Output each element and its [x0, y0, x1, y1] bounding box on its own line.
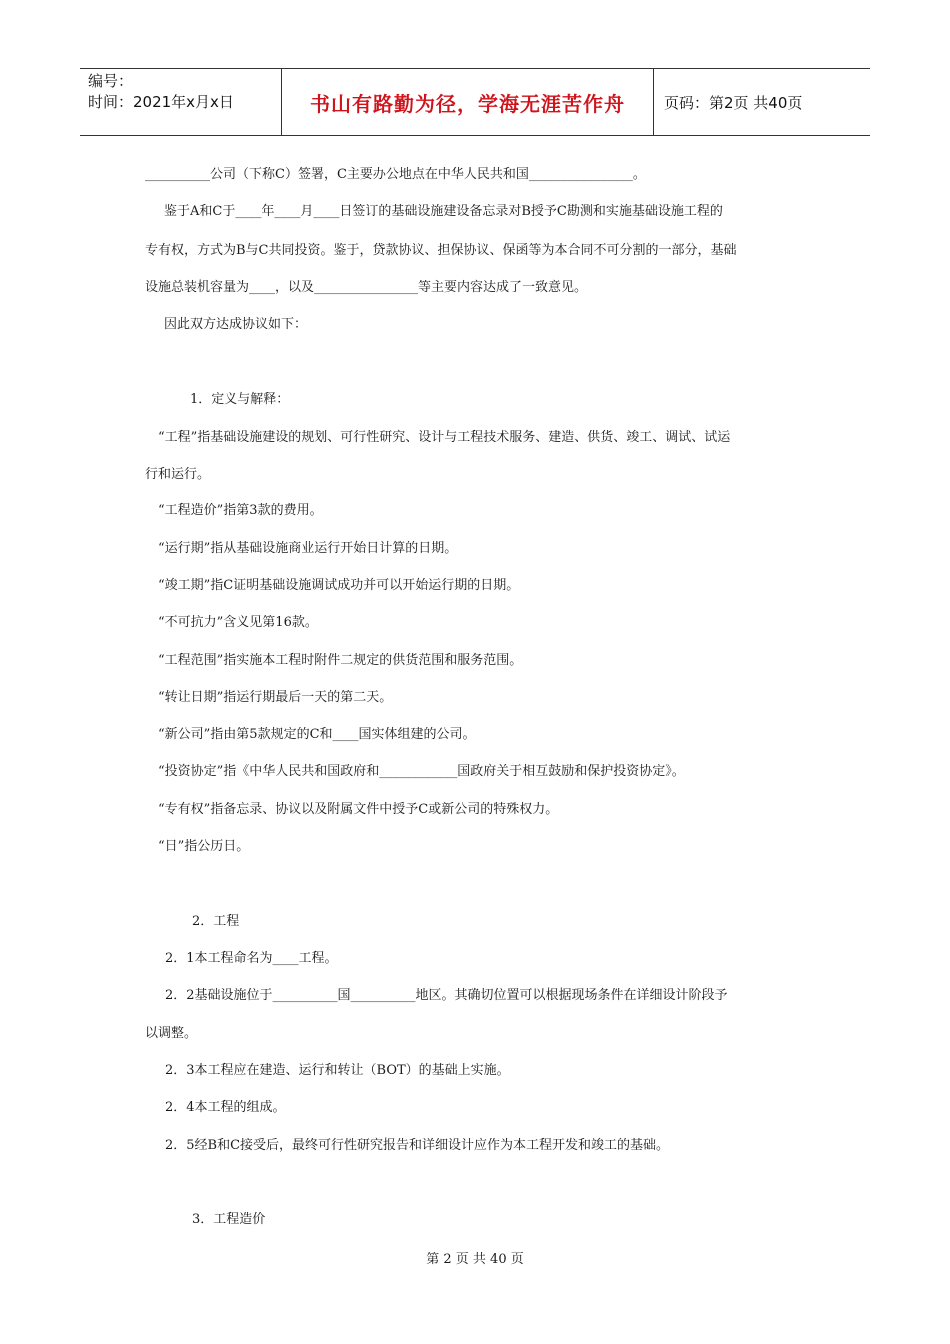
header-page-label: 页码：第2页 共40页 [664, 93, 803, 112]
definition-line: “竣工期”指C证明基础设施调试成功并可以开始运行期的日期。 [158, 578, 520, 593]
definition-line: “转让日期”指运行期最后一天的第二天。 [158, 690, 393, 705]
header-meta [80, 69, 282, 135]
body-line: 设施总装机容量为____，以及________________等主要内容达成了一致意见。 [145, 280, 588, 295]
clause-line: 2．4本工程的组成。 [165, 1100, 286, 1115]
clause-line: 以调整。 [145, 1026, 198, 1041]
section-heading: 2．工程 [192, 914, 240, 929]
header-motto: 书山有路勤为径，学海无涯苦作舟 [282, 69, 654, 135]
definition-line: “新公司”指由第5款规定的C和____国实体组建的公司。 [158, 727, 476, 742]
section-heading: 1．定义与解释： [190, 392, 290, 407]
page-header [80, 68, 870, 136]
date-label: 时间：2021年x月x日 [88, 93, 234, 111]
definition-line: “投资协定”指《中华人民共和国政府和____________国政府关于相互鼓励和保护投资协定》。 [158, 764, 685, 779]
definition-line: “专有权”指备忘录、协议以及附属文件中授予C或新公司的特殊权力。 [158, 802, 559, 817]
number-label: 编号： [88, 72, 134, 90]
clause-line: 2．1本工程命名为____工程。 [165, 951, 338, 966]
page-footer: 第 2 页 共 40 页 [426, 1252, 524, 1267]
clause-line: 2．2基础设施位于__________国__________地区。其确切位置可以根据现场条件在详细设计阶段予 [165, 988, 728, 1003]
definition-line: “运行期”指从基础设施商业运行开始日计算的日期。 [158, 541, 458, 556]
section-heading: 3．工程造价 [192, 1212, 266, 1227]
definition-line: “日”指公历日。 [158, 839, 250, 854]
body-line: __________公司（下称C）签署，C主要办公地点在中华人民共和国________________。 [145, 167, 646, 182]
body-line: 因此双方达成协议如下： [164, 317, 308, 332]
body-line: 鉴于A和C于____年____月____日签订的基础设施建设备忘录对B授予C勘测和实施基础设施工程的 [164, 204, 723, 219]
clause-line: 2．3本工程应在建造、运行和转让（BOT）的基础上实施。 [165, 1063, 510, 1078]
body-line: “工程”指基础设施建设的规划、可行性研究、设计与工程技术服务、建造、供货、竣工、调试、试运 [158, 430, 731, 445]
definition-line: “工程范围”指实施本工程时附件二规定的供货范围和服务范围。 [158, 653, 523, 668]
definition-line: “不可抗力”含义见第16款。 [158, 615, 318, 630]
definition-line: “工程造价”指第3款的费用。 [158, 503, 323, 518]
clause-line: 2．5经B和C接受后，最终可行性研究报告和详细设计应作为本工程开发和竣工的基础。 [165, 1138, 670, 1153]
body-line: 专有权，方式为B与C共同投资。鉴于，贷款协议、担保协议、保函等为本合同不可分割的一部分，基础 [145, 243, 737, 258]
body-line: 行和运行。 [145, 467, 211, 482]
